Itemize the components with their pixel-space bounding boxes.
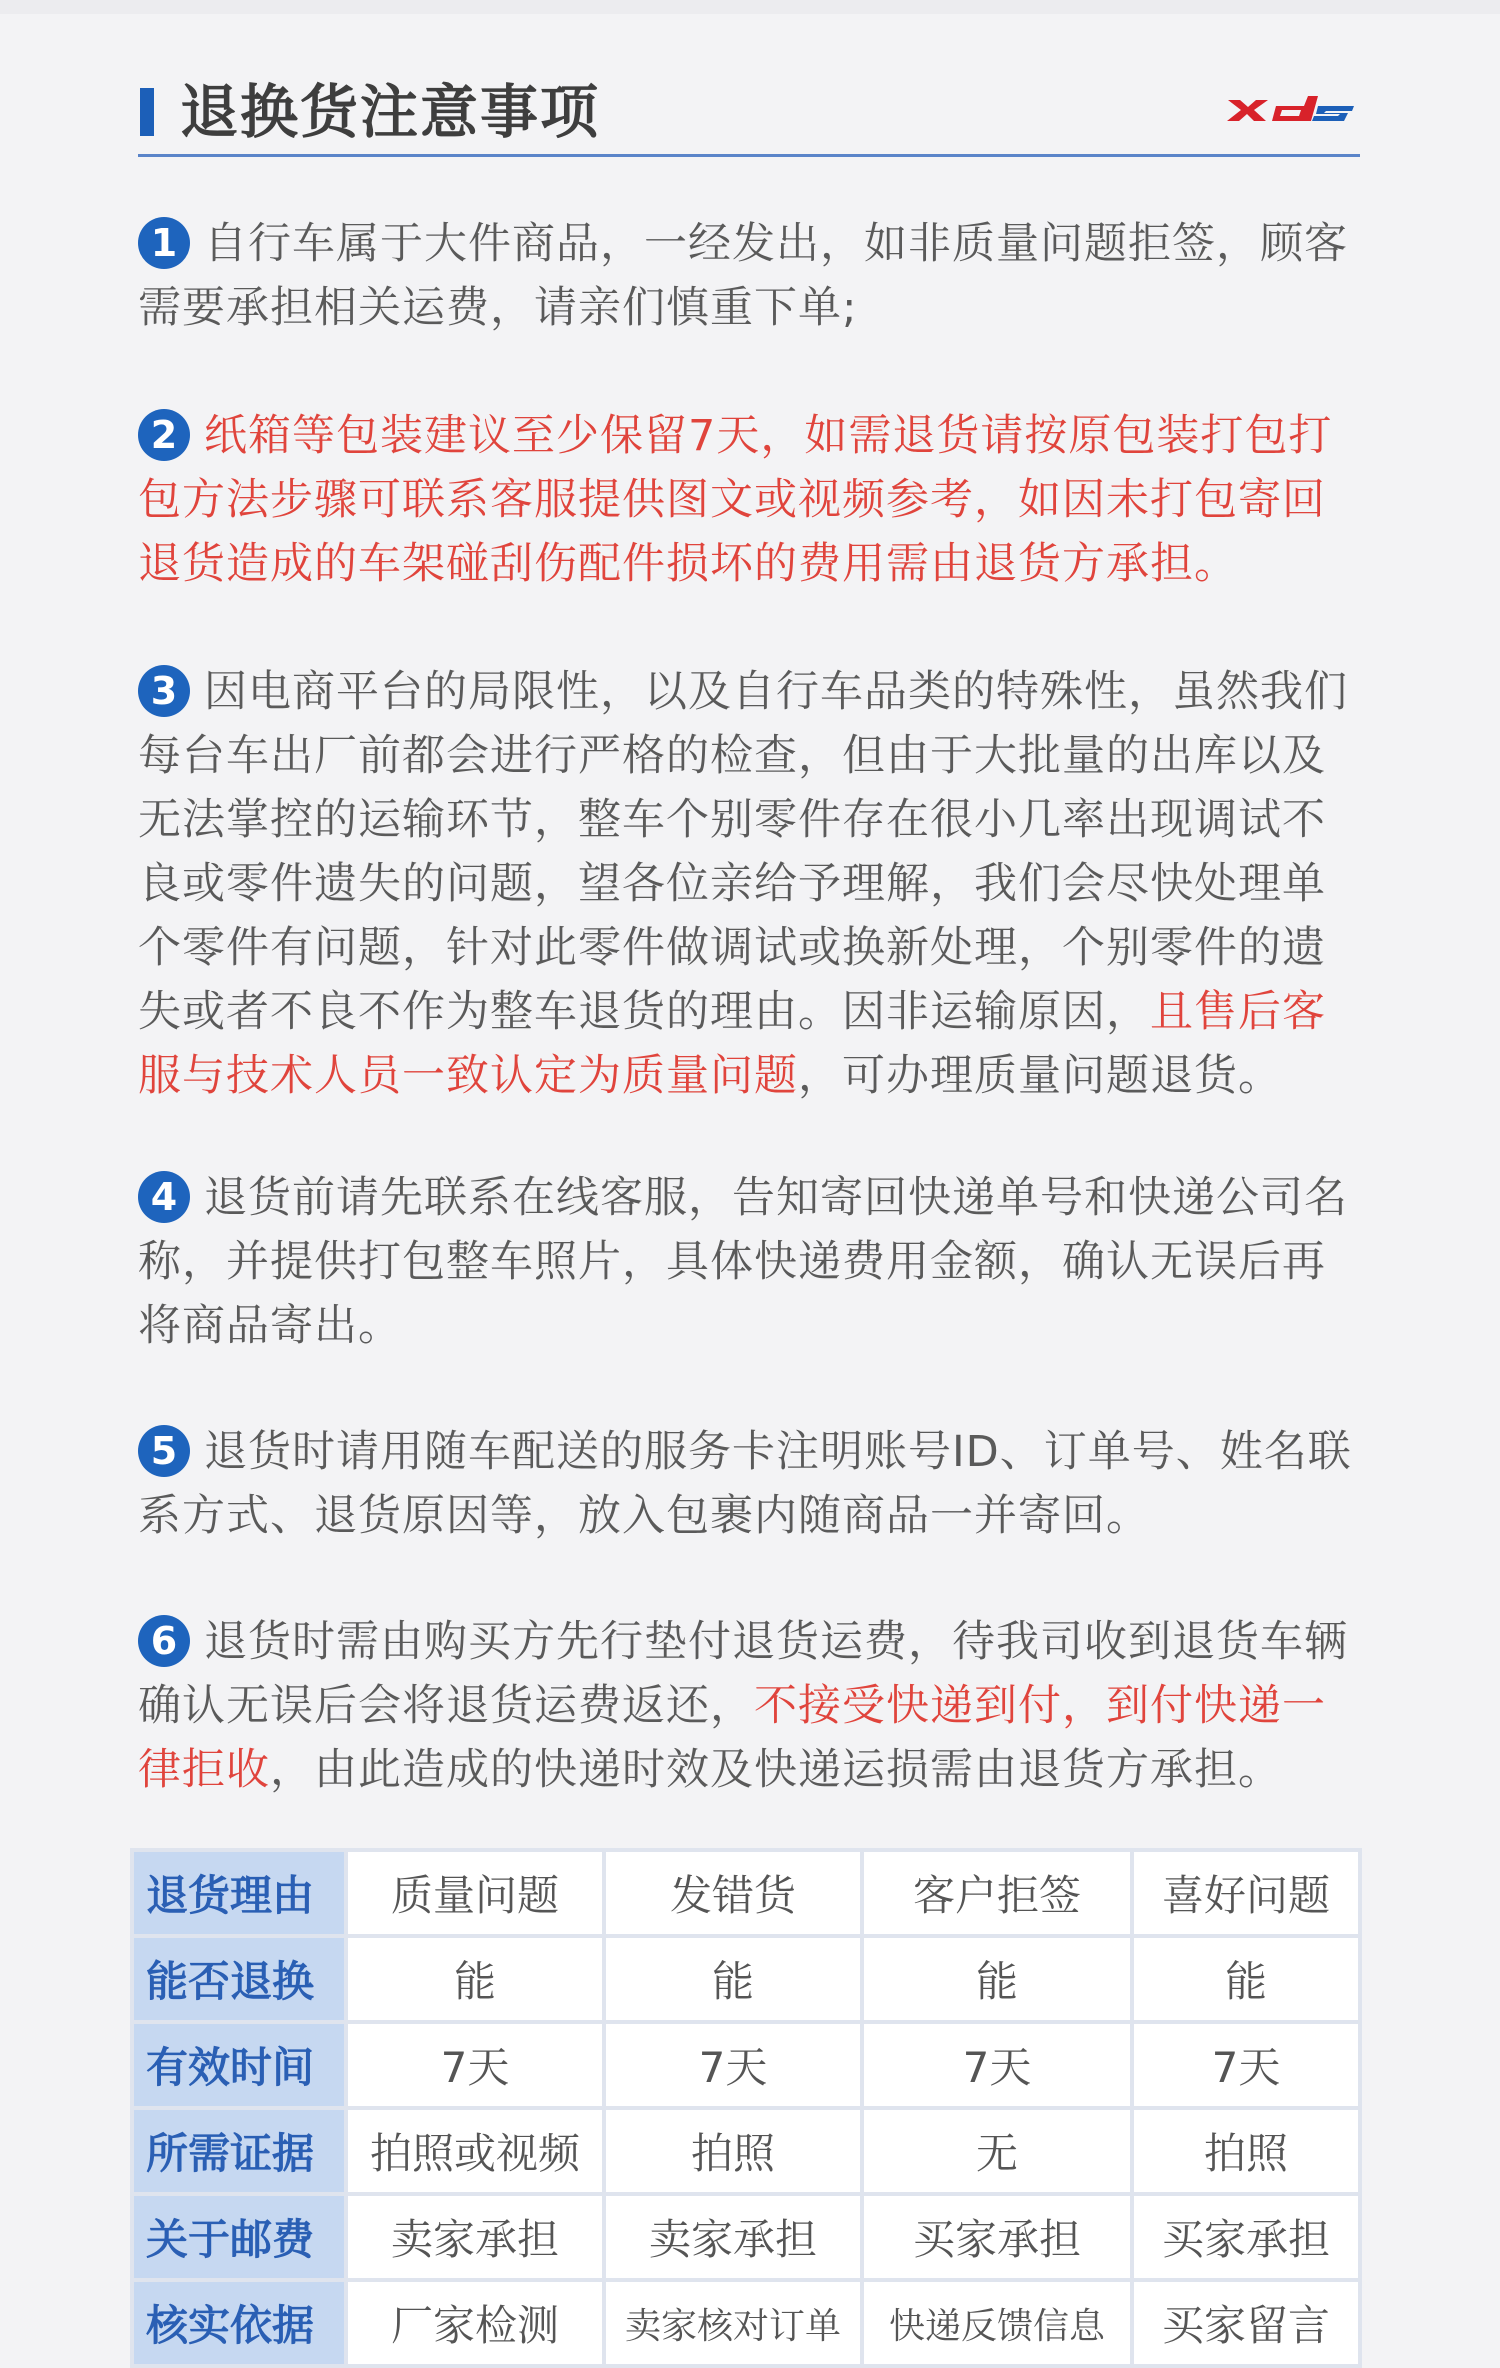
- note-text-highlight: 不接受快递到付，到付快递一律拒收: [138, 1681, 1326, 1795]
- table-cell: 能: [606, 1938, 860, 2020]
- table-cell: 拍照: [1134, 2110, 1358, 2192]
- note-text: 自行车属于大件商品，一经发出，如非质量问题拒签，顾客需要承担相关运费，请亲们慎重下单;: [138, 219, 1348, 333]
- table-cell: 快递反馈信息: [864, 2282, 1130, 2364]
- note-2: [138, 404, 1368, 596]
- note-text-highlight: 纸箱等包装建议至少保留7天，如需退货请按原包装打包打包方法步骤可联系客服提供图文或视频参考，如因未打包寄回退货造成的车架碰刮伤配件损坏的费用需由退货方承担。: [138, 411, 1333, 589]
- note-5: [138, 1420, 1368, 1548]
- table-row: [134, 2024, 1358, 2106]
- row-header: 能否退换: [134, 1938, 344, 2020]
- note-number-badge: 6: [138, 1615, 190, 1667]
- table-row: [134, 2282, 1358, 2364]
- table-cell: 卖家承担: [606, 2196, 860, 2278]
- brand-logo-icon: [1226, 94, 1356, 124]
- table-cell: 质量问题: [348, 1852, 602, 1934]
- note-6: [138, 1610, 1368, 1802]
- note-text: 退货时需由购买方先行垫付退货运费，待我司收到退货车辆确认无误后会将退货运费返还，: [138, 1617, 1348, 1731]
- note-text: 退货时请用随车配送的服务卡注明账号ID、订单号、姓名联系方式、退货原因等，放入包裹内随商品一并寄回。: [138, 1427, 1352, 1541]
- table-cell: 能: [864, 1938, 1130, 2020]
- table-cell: 能: [348, 1938, 602, 2020]
- table-cell: 厂家检测: [348, 2282, 602, 2364]
- table-cell: 买家留言: [1134, 2282, 1358, 2364]
- row-header: 核实依据: [134, 2282, 344, 2364]
- note-number-badge: 2: [138, 409, 190, 461]
- note-4: [138, 1166, 1368, 1358]
- note-number-badge: 3: [138, 665, 190, 717]
- note-1: [138, 212, 1368, 340]
- table-cell: 喜好问题: [1134, 1852, 1358, 1934]
- table-cell: 无: [864, 2110, 1130, 2192]
- table-cell: 7天: [1134, 2024, 1358, 2106]
- note-text: 退货前请先联系在线客服，告知寄回快递单号和快递公司名称，并提供打包整车照片，具体快递费用金额，确认无误后再将商品寄出。: [138, 1173, 1348, 1351]
- table-cell: 客户拒签: [864, 1852, 1130, 1934]
- note-text: ，可办理质量问题退货。: [798, 1051, 1282, 1101]
- table-row: [134, 1938, 1358, 2020]
- table-cell: 7天: [606, 2024, 860, 2106]
- note-text: ，由此造成的快递时效及快递运损需由退货方承担。: [270, 1745, 1282, 1795]
- row-header: 关于邮费: [134, 2196, 344, 2278]
- note-number-badge: 5: [138, 1425, 190, 1477]
- note-text: 因电商平台的局限性，以及自行车品类的特殊性，虽然我们每台车出厂前都会进行严格的检查，但由于大批量的出库以及无法掌控的运输环节，整车个别零件存在很小几率出现调试不良或零件遗失的问题，望各位亲给予理解，我们会尽快处理单个零件有问题，针对此零件做调试或换新处理，个别零件的遗失或者不良不作为整车退货的理由。因非运输原因，: [138, 667, 1348, 1037]
- row-header: 所需证据: [134, 2110, 344, 2192]
- table-cell: 发错货: [606, 1852, 860, 1934]
- table-cell: 7天: [864, 2024, 1130, 2106]
- note-number-badge: 1: [138, 217, 190, 269]
- note-text-highlight: 且售后客服与技术人员一致认定为质量问题: [138, 987, 1326, 1101]
- table-row: [134, 2196, 1358, 2278]
- table-cell: 买家承担: [1134, 2196, 1358, 2278]
- table-cell: 拍照: [606, 2110, 860, 2192]
- table-row: [134, 2110, 1358, 2192]
- table-cell: 买家承担: [864, 2196, 1130, 2278]
- table-row: [134, 1852, 1358, 1934]
- top-divider: [0, 0, 1500, 14]
- table-cell: 拍照或视频: [348, 2110, 602, 2192]
- row-header: 有效时间: [134, 2024, 344, 2106]
- table-cell: 卖家承担: [348, 2196, 602, 2278]
- note-3: [138, 660, 1368, 1108]
- table-cell: 7天: [348, 2024, 602, 2106]
- table-cell: 卖家核对订单: [606, 2282, 860, 2364]
- note-number-badge: 4: [138, 1171, 190, 1223]
- return-policy-table: [130, 1848, 1362, 2368]
- section-header: [138, 70, 1360, 157]
- page-title: 退换货注意事项: [180, 78, 601, 146]
- table-cell: 能: [1134, 1938, 1358, 2020]
- row-header: 退货理由: [134, 1852, 344, 1934]
- title-accent-bar: [140, 88, 154, 136]
